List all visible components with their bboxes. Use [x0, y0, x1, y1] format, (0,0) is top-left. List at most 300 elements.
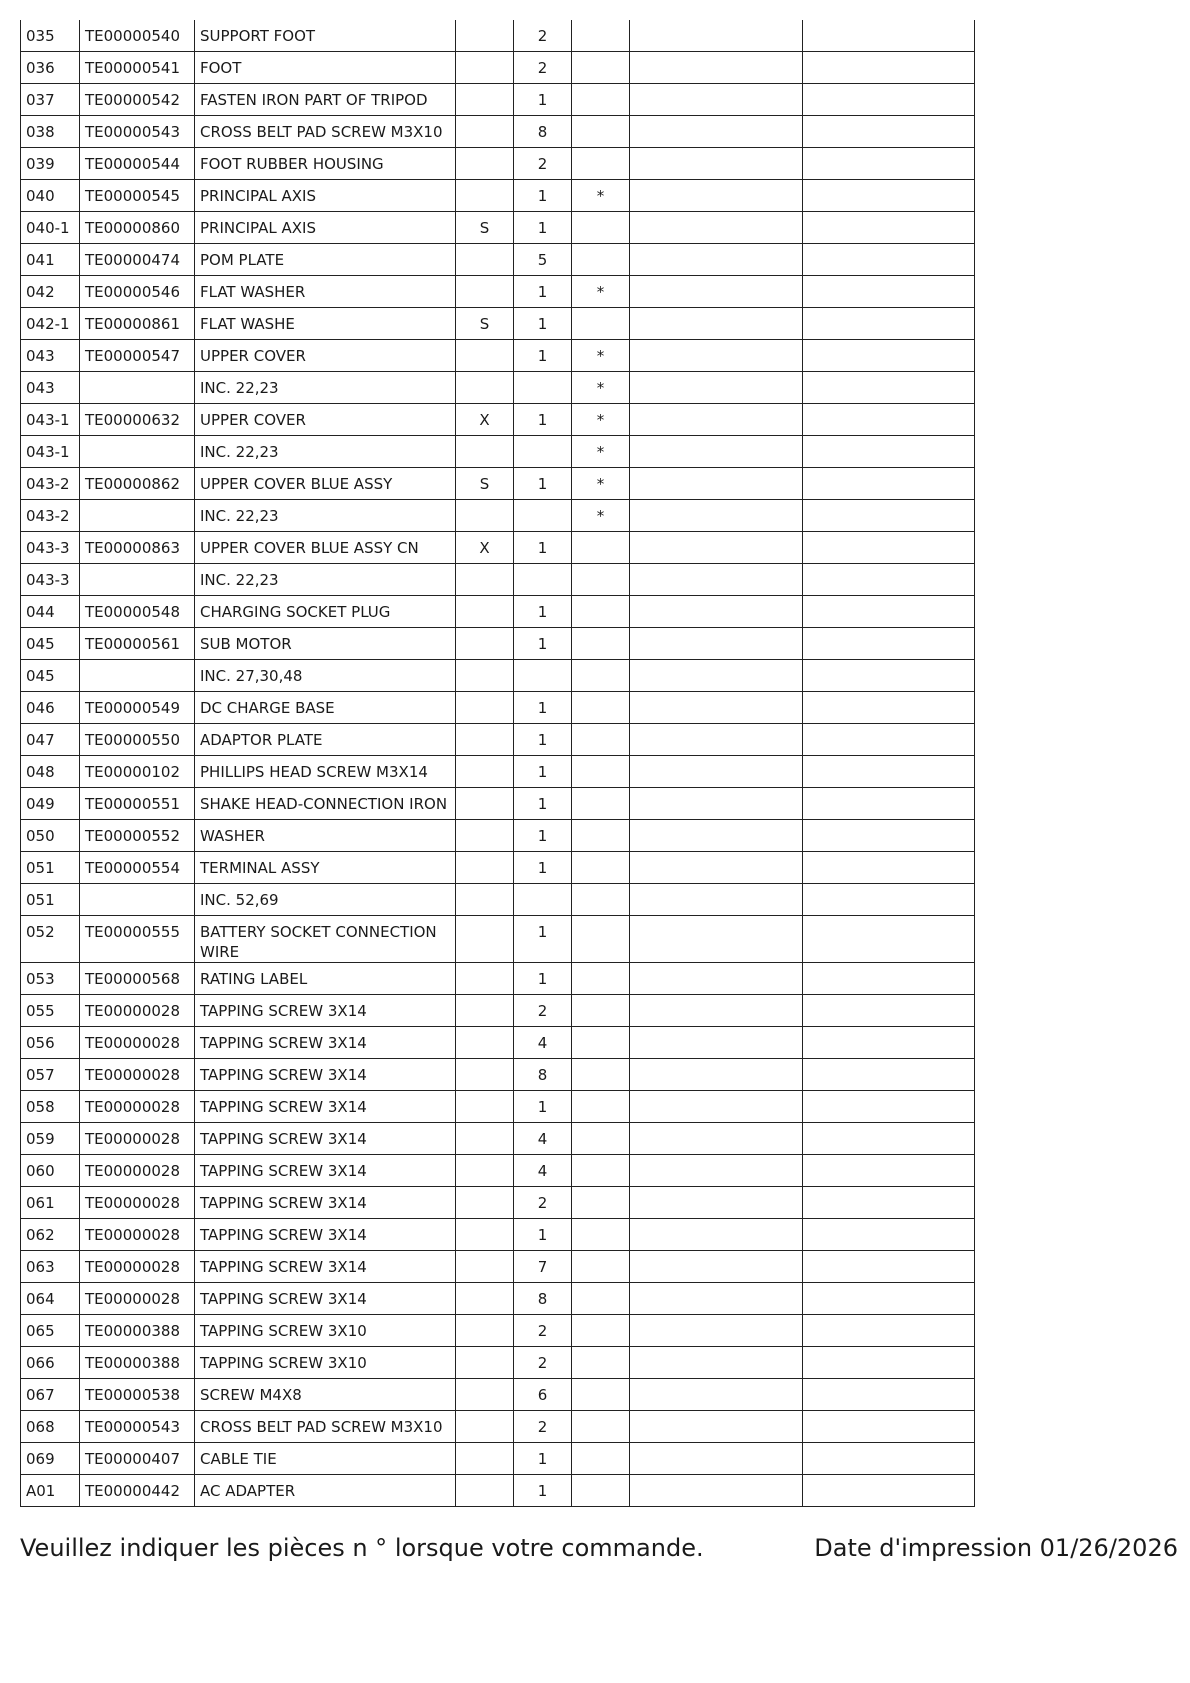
- reference-cell: TE00000028: [80, 995, 195, 1027]
- description-cell: TAPPING SCREW 3X14: [195, 1027, 456, 1059]
- quantity-cell: 1: [514, 724, 572, 756]
- blank-cell: [803, 436, 975, 468]
- quantity-cell: 1: [514, 916, 572, 963]
- version-cell: [456, 820, 514, 852]
- blank-cell: [630, 1475, 803, 1507]
- table-row: [21, 244, 975, 276]
- part-number-cell: 039: [21, 148, 80, 180]
- part-number-cell: 051: [21, 852, 80, 884]
- description-cell: TAPPING SCREW 3X14: [195, 995, 456, 1027]
- blank-cell: [803, 820, 975, 852]
- blank-cell: [803, 244, 975, 276]
- mark-cell: [572, 1347, 630, 1379]
- description-cell: TAPPING SCREW 3X14: [195, 1219, 456, 1251]
- part-number-cell: 058: [21, 1091, 80, 1123]
- reference-cell: TE00000546: [80, 276, 195, 308]
- blank-cell: [803, 660, 975, 692]
- reference-cell: TE00000028: [80, 1123, 195, 1155]
- version-cell: [456, 1379, 514, 1411]
- blank-cell: [803, 148, 975, 180]
- part-number-cell: 048: [21, 756, 80, 788]
- blank-cell: [803, 756, 975, 788]
- reference-cell: TE00000028: [80, 1155, 195, 1187]
- blank-cell: [803, 1347, 975, 1379]
- mark-cell: [572, 1379, 630, 1411]
- table-row: [21, 628, 975, 660]
- part-number-cell: 066: [21, 1347, 80, 1379]
- mark-cell: [572, 660, 630, 692]
- version-cell: [456, 276, 514, 308]
- table-row: [21, 404, 975, 436]
- mark-cell: [572, 244, 630, 276]
- table-row: [21, 820, 975, 852]
- table-row: [21, 116, 975, 148]
- blank-cell: [630, 852, 803, 884]
- quantity-cell: 1: [514, 532, 572, 564]
- part-number-cell: 036: [21, 52, 80, 84]
- blank-cell: [803, 1411, 975, 1443]
- description-cell: FLAT WASHE: [195, 308, 456, 340]
- reference-cell: [80, 660, 195, 692]
- blank-cell: [803, 788, 975, 820]
- version-cell: [456, 1091, 514, 1123]
- blank-cell: [803, 564, 975, 596]
- table-row: [21, 963, 975, 995]
- blank-cell: [803, 596, 975, 628]
- part-number-cell: 063: [21, 1251, 80, 1283]
- mark-cell: [572, 1475, 630, 1507]
- mark-cell: [572, 1315, 630, 1347]
- version-cell: [456, 340, 514, 372]
- description-cell: CROSS BELT PAD SCREW M3X10: [195, 1411, 456, 1443]
- blank-cell: [630, 52, 803, 84]
- table-row: [21, 468, 975, 500]
- part-number-cell: 060: [21, 1155, 80, 1187]
- table-row: [21, 1379, 975, 1411]
- blank-cell: [630, 1091, 803, 1123]
- table-row: [21, 1027, 975, 1059]
- mark-cell: [572, 20, 630, 52]
- reference-cell: TE00000544: [80, 148, 195, 180]
- description-cell: TAPPING SCREW 3X14: [195, 1251, 456, 1283]
- description-cell: TAPPING SCREW 3X10: [195, 1347, 456, 1379]
- mark-cell: [572, 1123, 630, 1155]
- part-number-cell: 049: [21, 788, 80, 820]
- quantity-cell: 2: [514, 52, 572, 84]
- mark-cell: [572, 820, 630, 852]
- blank-cell: [630, 1379, 803, 1411]
- reference-cell: [80, 564, 195, 596]
- description-cell: UPPER COVER BLUE ASSY CN: [195, 532, 456, 564]
- quantity-cell: 2: [514, 1315, 572, 1347]
- mark-cell: [572, 1059, 630, 1091]
- reference-cell: TE00000028: [80, 1251, 195, 1283]
- part-number-cell: 043: [21, 340, 80, 372]
- description-cell: TAPPING SCREW 3X14: [195, 1059, 456, 1091]
- description-cell: SUB MOTOR: [195, 628, 456, 660]
- version-cell: [456, 884, 514, 916]
- part-number-cell: 069: [21, 1443, 80, 1475]
- blank-cell: [630, 788, 803, 820]
- quantity-cell: 1: [514, 628, 572, 660]
- quantity-cell: 2: [514, 1347, 572, 1379]
- mark-cell: [572, 308, 630, 340]
- quantity-cell: 4: [514, 1027, 572, 1059]
- blank-cell: [630, 564, 803, 596]
- blank-cell: [630, 20, 803, 52]
- reference-cell: TE00000550: [80, 724, 195, 756]
- quantity-cell: 1: [514, 468, 572, 500]
- quantity-cell: [514, 884, 572, 916]
- reference-cell: TE00000407: [80, 1443, 195, 1475]
- description-cell: TAPPING SCREW 3X14: [195, 1283, 456, 1315]
- blank-cell: [630, 596, 803, 628]
- description-cell: INC. 22,23: [195, 372, 456, 404]
- version-cell: [456, 500, 514, 532]
- quantity-cell: 8: [514, 1059, 572, 1091]
- part-number-cell: 062: [21, 1219, 80, 1251]
- quantity-cell: 1: [514, 1219, 572, 1251]
- version-cell: [456, 564, 514, 596]
- table-row: [21, 212, 975, 244]
- blank-cell: [630, 1251, 803, 1283]
- quantity-cell: 2: [514, 148, 572, 180]
- table-row: [21, 692, 975, 724]
- blank-cell: [803, 1059, 975, 1091]
- part-number-cell: 043-3: [21, 564, 80, 596]
- mark-cell: [572, 788, 630, 820]
- reference-cell: TE00000028: [80, 1091, 195, 1123]
- version-cell: [456, 1411, 514, 1443]
- reference-cell: [80, 884, 195, 916]
- table-row: [21, 532, 975, 564]
- table-row: [21, 724, 975, 756]
- part-number-cell: 059: [21, 1123, 80, 1155]
- blank-cell: [803, 1123, 975, 1155]
- part-number-cell: 055: [21, 995, 80, 1027]
- blank-cell: [803, 884, 975, 916]
- part-number-cell: 053: [21, 963, 80, 995]
- version-cell: [456, 116, 514, 148]
- quantity-cell: 8: [514, 1283, 572, 1315]
- mark-cell: [572, 692, 630, 724]
- part-number-cell: 041: [21, 244, 80, 276]
- blank-cell: [803, 1443, 975, 1475]
- description-cell: CROSS BELT PAD SCREW M3X10: [195, 116, 456, 148]
- reference-cell: TE00000860: [80, 212, 195, 244]
- version-cell: [456, 1443, 514, 1475]
- part-number-cell: 052: [21, 916, 80, 963]
- blank-cell: [803, 1283, 975, 1315]
- version-cell: [456, 1059, 514, 1091]
- mark-cell: [572, 1443, 630, 1475]
- description-cell: RATING LABEL: [195, 963, 456, 995]
- reference-cell: [80, 372, 195, 404]
- description-cell: TAPPING SCREW 3X14: [195, 1187, 456, 1219]
- mark-cell: [572, 1219, 630, 1251]
- mark-cell: [572, 852, 630, 884]
- reference-cell: TE00000474: [80, 244, 195, 276]
- blank-cell: [630, 884, 803, 916]
- mark-cell: [572, 1091, 630, 1123]
- part-number-cell: 065: [21, 1315, 80, 1347]
- reference-cell: TE00000543: [80, 1411, 195, 1443]
- version-cell: [456, 1315, 514, 1347]
- blank-cell: [630, 1411, 803, 1443]
- blank-cell: [630, 276, 803, 308]
- reference-cell: TE00000568: [80, 963, 195, 995]
- quantity-cell: [514, 500, 572, 532]
- description-cell: PRINCIPAL AXIS: [195, 180, 456, 212]
- blank-cell: [630, 820, 803, 852]
- version-cell: [456, 660, 514, 692]
- blank-cell: [630, 468, 803, 500]
- mark-cell: [572, 1411, 630, 1443]
- blank-cell: [630, 1027, 803, 1059]
- blank-cell: [630, 84, 803, 116]
- mark-cell: [572, 52, 630, 84]
- part-number-cell: 043-2: [21, 500, 80, 532]
- mark-cell: *: [572, 404, 630, 436]
- blank-cell: [630, 963, 803, 995]
- reference-cell: TE00000552: [80, 820, 195, 852]
- mark-cell: [572, 1283, 630, 1315]
- version-cell: [456, 244, 514, 276]
- description-cell: DC CHARGE BASE: [195, 692, 456, 724]
- description-cell: INC. 22,23: [195, 500, 456, 532]
- table-row: [21, 1443, 975, 1475]
- quantity-cell: 1: [514, 852, 572, 884]
- quantity-cell: 1: [514, 692, 572, 724]
- blank-cell: [630, 916, 803, 963]
- version-cell: [456, 692, 514, 724]
- table-row: [21, 660, 975, 692]
- version-cell: [456, 436, 514, 468]
- quantity-cell: 1: [514, 788, 572, 820]
- part-number-cell: 046: [21, 692, 80, 724]
- quantity-cell: 1: [514, 1443, 572, 1475]
- version-cell: [456, 20, 514, 52]
- part-number-cell: 040: [21, 180, 80, 212]
- blank-cell: [630, 756, 803, 788]
- version-cell: [456, 1027, 514, 1059]
- part-number-cell: A01: [21, 1475, 80, 1507]
- reference-cell: TE00000549: [80, 692, 195, 724]
- table-row: [21, 852, 975, 884]
- part-number-cell: 042: [21, 276, 80, 308]
- mark-cell: *: [572, 468, 630, 500]
- part-number-cell: 067: [21, 1379, 80, 1411]
- version-cell: [456, 724, 514, 756]
- blank-cell: [803, 372, 975, 404]
- part-number-cell: 061: [21, 1187, 80, 1219]
- quantity-cell: 1: [514, 180, 572, 212]
- table-row: [21, 1315, 975, 1347]
- reference-cell: TE00000861: [80, 308, 195, 340]
- reference-cell: TE00000543: [80, 116, 195, 148]
- blank-cell: [803, 852, 975, 884]
- table-row: [21, 276, 975, 308]
- part-number-cell: 035: [21, 20, 80, 52]
- version-cell: [456, 180, 514, 212]
- blank-cell: [803, 52, 975, 84]
- quantity-cell: 1: [514, 963, 572, 995]
- print-date: Date d'impression 01/26/2026: [814, 1534, 1178, 1562]
- blank-cell: [803, 1155, 975, 1187]
- quantity-cell: 1: [514, 820, 572, 852]
- part-number-cell: 047: [21, 724, 80, 756]
- quantity-cell: [514, 660, 572, 692]
- blank-cell: [803, 1219, 975, 1251]
- blank-cell: [630, 692, 803, 724]
- part-number-cell: 057: [21, 1059, 80, 1091]
- version-cell: [456, 148, 514, 180]
- blank-cell: [803, 180, 975, 212]
- part-number-cell: 068: [21, 1411, 80, 1443]
- blank-cell: [803, 212, 975, 244]
- quantity-cell: 1: [514, 276, 572, 308]
- mark-cell: [572, 532, 630, 564]
- version-cell: [456, 372, 514, 404]
- version-cell: [456, 1251, 514, 1283]
- table-row: [21, 564, 975, 596]
- description-cell: INC. 22,23: [195, 436, 456, 468]
- blank-cell: [630, 148, 803, 180]
- part-number-cell: 064: [21, 1283, 80, 1315]
- blank-cell: [803, 532, 975, 564]
- mark-cell: [572, 116, 630, 148]
- reference-cell: TE00000028: [80, 1283, 195, 1315]
- mark-cell: [572, 628, 630, 660]
- mark-cell: [572, 1027, 630, 1059]
- version-cell: [456, 1187, 514, 1219]
- blank-cell: [803, 724, 975, 756]
- description-cell: BATTERY SOCKET CONNECTION WIRE: [195, 916, 456, 963]
- description-cell: TAPPING SCREW 3X14: [195, 1155, 456, 1187]
- part-number-cell: 043-1: [21, 404, 80, 436]
- version-cell: X: [456, 404, 514, 436]
- blank-cell: [803, 1475, 975, 1507]
- quantity-cell: [514, 372, 572, 404]
- reference-cell: TE00000554: [80, 852, 195, 884]
- blank-cell: [630, 244, 803, 276]
- mark-cell: [572, 212, 630, 244]
- reference-cell: [80, 436, 195, 468]
- description-cell: AC ADAPTER: [195, 1475, 456, 1507]
- blank-cell: [630, 404, 803, 436]
- blank-cell: [630, 1123, 803, 1155]
- version-cell: S: [456, 308, 514, 340]
- part-number-cell: 043-3: [21, 532, 80, 564]
- blank-cell: [630, 1187, 803, 1219]
- reference-cell: TE00000388: [80, 1347, 195, 1379]
- quantity-cell: 1: [514, 340, 572, 372]
- mark-cell: *: [572, 276, 630, 308]
- description-cell: FASTEN IRON PART OF TRIPOD: [195, 84, 456, 116]
- reference-cell: TE00000632: [80, 404, 195, 436]
- table-row: [21, 1347, 975, 1379]
- reference-cell: TE00000102: [80, 756, 195, 788]
- reference-cell: TE00000442: [80, 1475, 195, 1507]
- part-number-cell: 038: [21, 116, 80, 148]
- reference-cell: TE00000388: [80, 1315, 195, 1347]
- blank-cell: [630, 212, 803, 244]
- mark-cell: *: [572, 436, 630, 468]
- table-row: [21, 995, 975, 1027]
- quantity-cell: 1: [514, 404, 572, 436]
- part-number-cell: 050: [21, 820, 80, 852]
- mark-cell: [572, 916, 630, 963]
- version-cell: [456, 788, 514, 820]
- mark-cell: [572, 148, 630, 180]
- table-row: [21, 1091, 975, 1123]
- mark-cell: [572, 1155, 630, 1187]
- blank-cell: [803, 1027, 975, 1059]
- description-cell: WASHER: [195, 820, 456, 852]
- part-number-cell: 056: [21, 1027, 80, 1059]
- quantity-cell: 1: [514, 756, 572, 788]
- blank-cell: [630, 116, 803, 148]
- table-row: [21, 1123, 975, 1155]
- reference-cell: TE00000028: [80, 1027, 195, 1059]
- description-cell: SCREW M4X8: [195, 1379, 456, 1411]
- blank-cell: [803, 692, 975, 724]
- quantity-cell: 8: [514, 116, 572, 148]
- blank-cell: [630, 500, 803, 532]
- quantity-cell: 1: [514, 212, 572, 244]
- blank-cell: [803, 1379, 975, 1411]
- blank-cell: [803, 628, 975, 660]
- mark-cell: [572, 724, 630, 756]
- reference-cell: TE00000555: [80, 916, 195, 963]
- version-cell: [456, 756, 514, 788]
- table-row: [21, 340, 975, 372]
- part-number-cell: 043-2: [21, 468, 80, 500]
- blank-cell: [630, 372, 803, 404]
- blank-cell: [630, 1155, 803, 1187]
- blank-cell: [630, 436, 803, 468]
- quantity-cell: 2: [514, 995, 572, 1027]
- blank-cell: [630, 1283, 803, 1315]
- part-number-cell: 042-1: [21, 308, 80, 340]
- mark-cell: *: [572, 500, 630, 532]
- reference-cell: TE00000028: [80, 1059, 195, 1091]
- description-cell: POM PLATE: [195, 244, 456, 276]
- version-cell: [456, 995, 514, 1027]
- table-row: [21, 1155, 975, 1187]
- reference-cell: TE00000548: [80, 596, 195, 628]
- table-row: [21, 372, 975, 404]
- blank-cell: [803, 340, 975, 372]
- version-cell: [456, 1347, 514, 1379]
- version-cell: [456, 84, 514, 116]
- version-cell: S: [456, 468, 514, 500]
- table-row: [21, 180, 975, 212]
- table-row: [21, 596, 975, 628]
- description-cell: UPPER COVER: [195, 404, 456, 436]
- description-cell: CABLE TIE: [195, 1443, 456, 1475]
- blank-cell: [630, 308, 803, 340]
- reference-cell: [80, 500, 195, 532]
- description-cell: INC. 22,23: [195, 564, 456, 596]
- blank-cell: [803, 468, 975, 500]
- version-cell: [456, 1283, 514, 1315]
- blank-cell: [803, 308, 975, 340]
- table-row: [21, 1475, 975, 1507]
- table-row: [21, 20, 975, 52]
- blank-cell: [630, 532, 803, 564]
- description-cell: INC. 27,30,48: [195, 660, 456, 692]
